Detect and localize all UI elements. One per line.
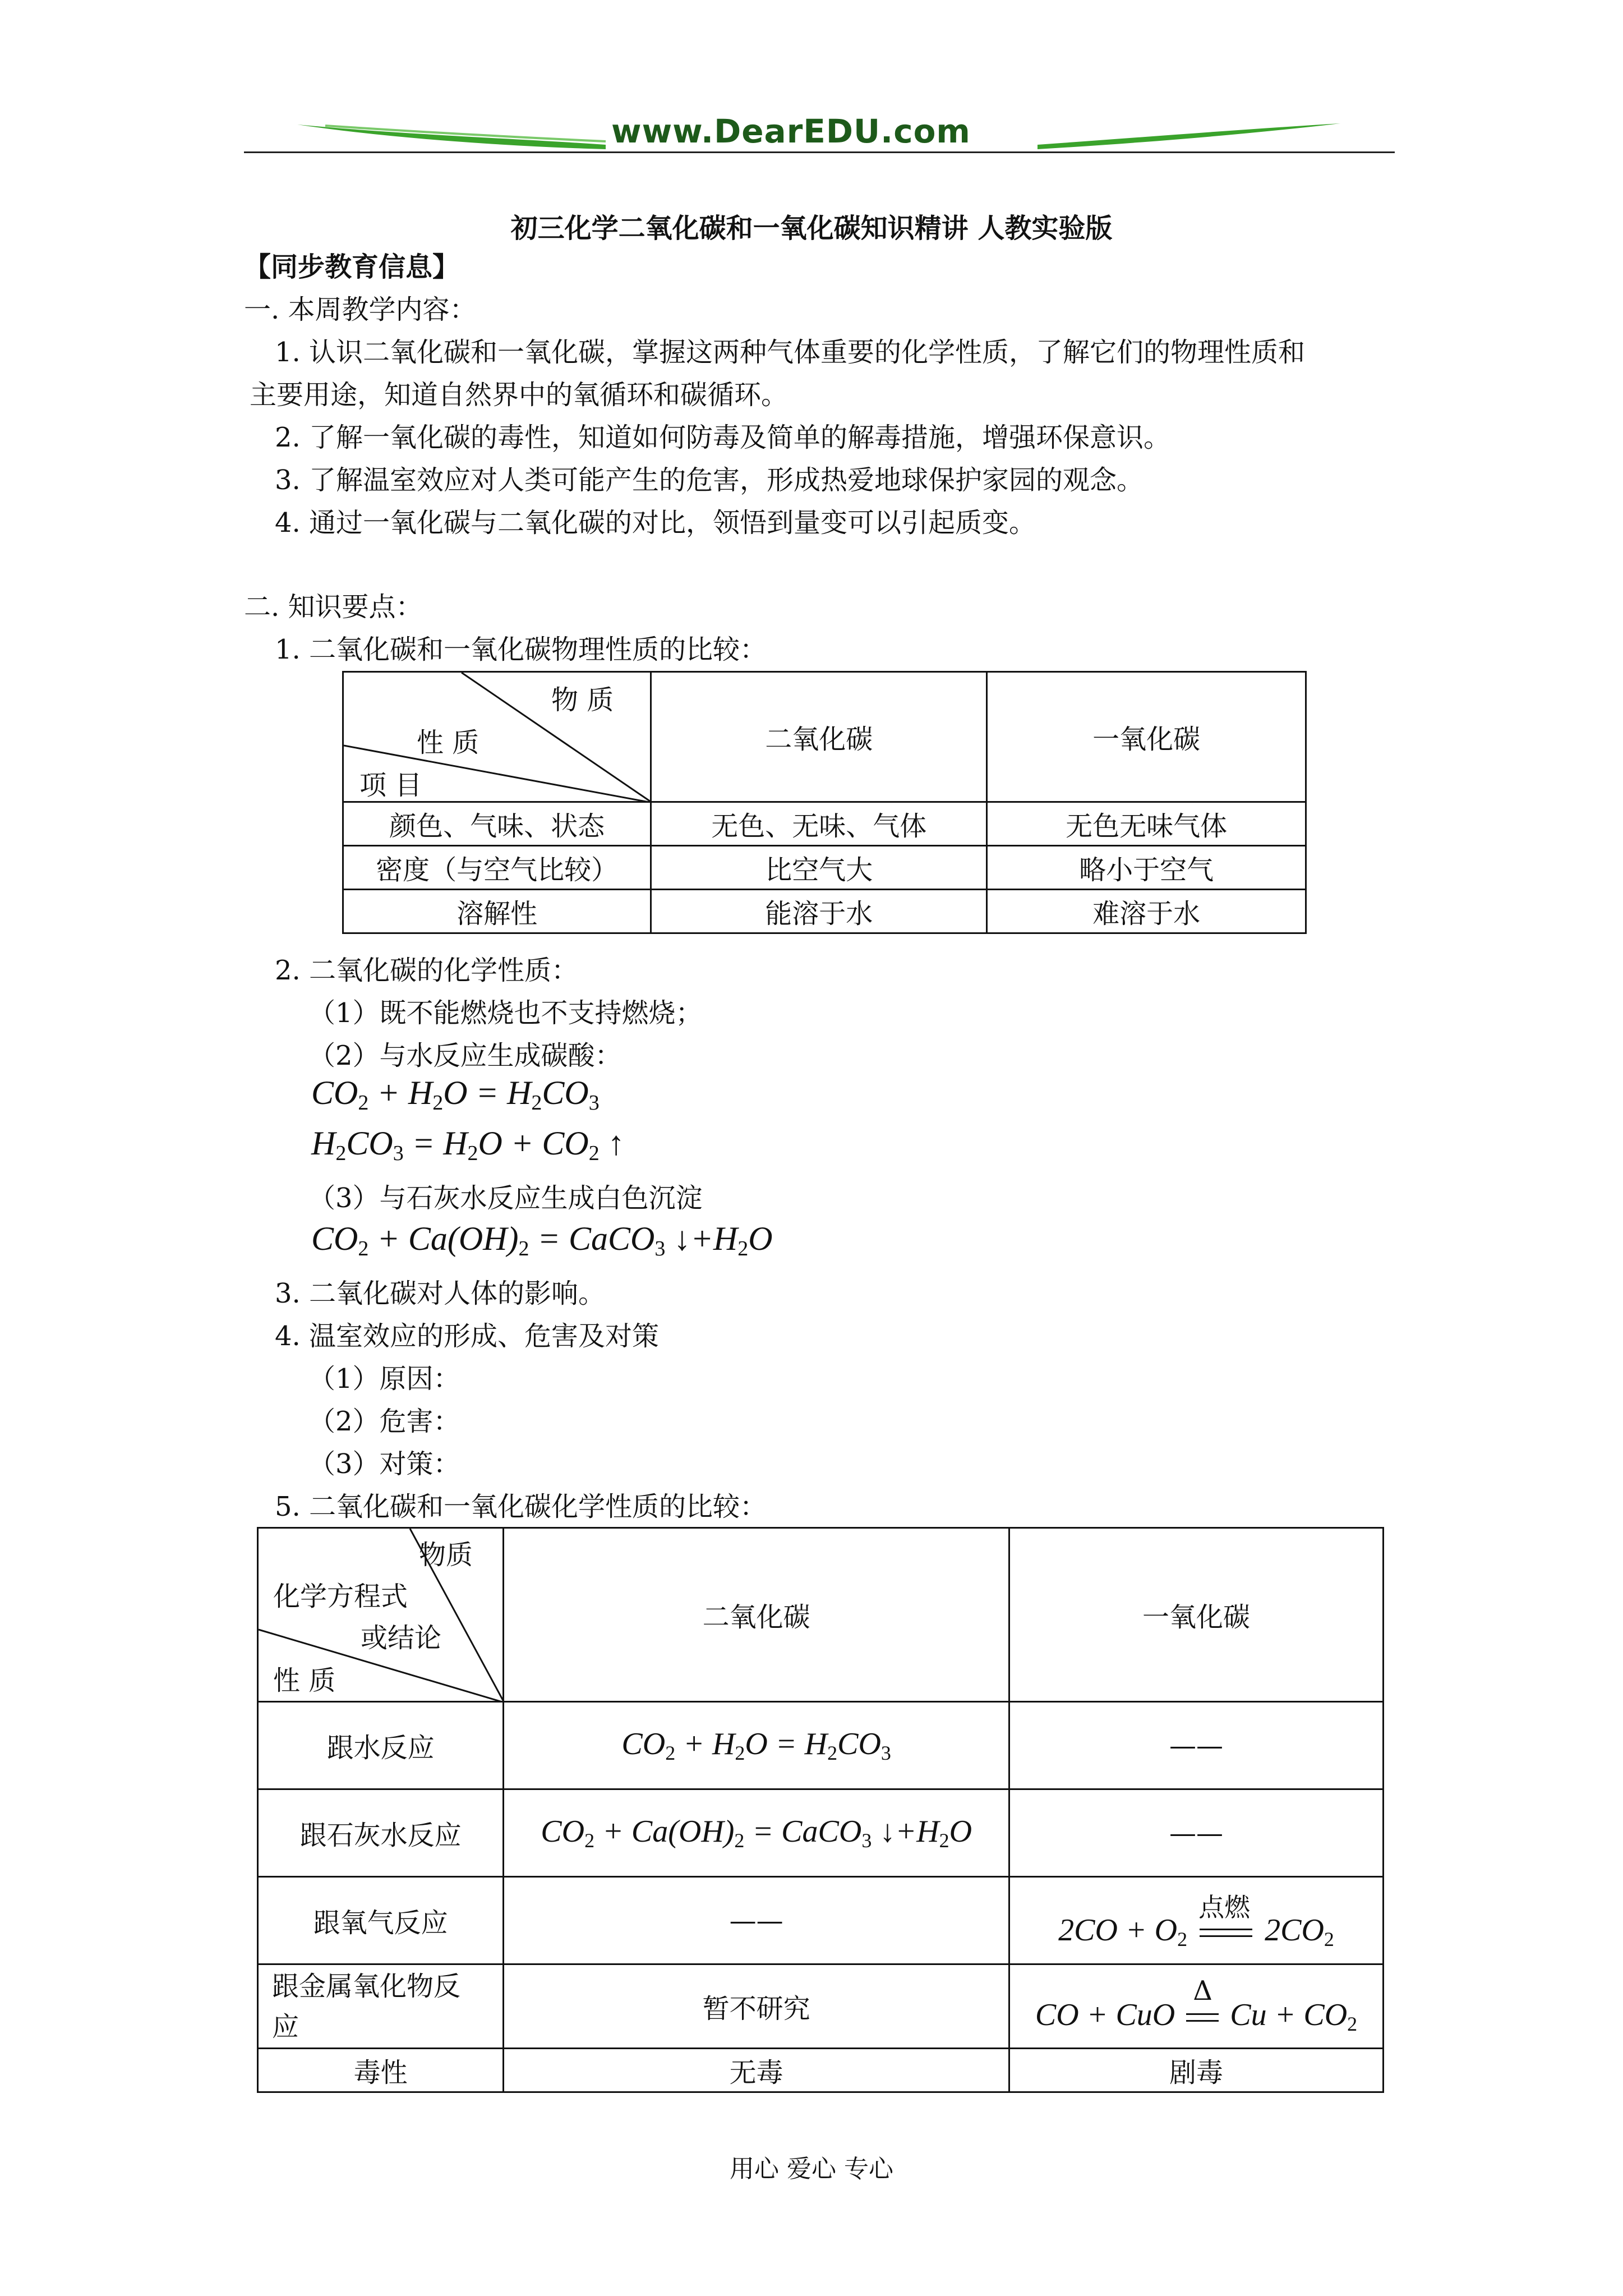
table1-corner-top: 物 质 — [551, 684, 614, 716]
precipitate-arrow-down-icon: ↓ — [879, 1814, 896, 1849]
table2-row-label — [258, 1964, 504, 2049]
table1-row-label: 密度（与空气比较） — [343, 846, 651, 890]
table2-cell: —— — [1009, 1702, 1384, 1789]
knowledge-2: 2. 二氧化碳的化学性质： — [275, 955, 579, 986]
table2-cell: 剧毒 — [1009, 2049, 1384, 2092]
knowledge-4-item-1: （1）原因： — [308, 1363, 460, 1395]
equation-co2-limewater: $CO_2 + Ca(OH)_2$ = CaCO$_3$ $↓+H_2O$ — [311, 1220, 773, 1260]
objective-2: 2. 了解一氧化碳的毒性，知道如何防毒及简单的解毒措施，增强环保意识。 — [275, 422, 1171, 453]
table1-cell: 无色、无味、气体 — [651, 802, 987, 846]
table2-cell-equation: $2CO + O_2$ 点燃 $2CO_2$ — [1009, 1877, 1384, 1964]
physical-properties-table — [342, 671, 1307, 934]
table1-cell: 能溶于水 — [651, 890, 987, 933]
gas-arrow-up-icon: ↑ — [607, 1125, 625, 1162]
table2-cell-equation: $CO_2 + H_2O = H_2CO_3$ — [504, 1702, 1009, 1789]
objective-1-line1: 1. 认识二氧化碳和一氧化碳，掌握这两种气体重要的化学性质，了解它们的物理性质和 — [275, 337, 1306, 368]
knowledge-5: 5. 二氧化碳和一氧化碳化学性质的比较： — [275, 1491, 767, 1522]
table2-cell-equation: $CO_2 + Ca(OH)_2$ = CaCO$_3$ $↓+H_2O$ — [504, 1789, 1009, 1877]
table1-row-label: 颜色、气味、状态 — [343, 802, 651, 846]
knowledge-2-item-1: （1）既不能燃烧也不支持燃烧； — [308, 997, 703, 1029]
table2-col-co: 一氧化碳 — [1009, 1528, 1384, 1702]
table2-row-label: 跟氧气反应 — [258, 1877, 504, 1964]
table2-cell: 暂不研究 — [504, 1964, 1009, 2049]
table2-corner-mid1: 化学方程式 — [273, 1581, 408, 1612]
page-footer: 用心 爱心 专心 — [730, 2155, 893, 2183]
precipitate-arrow-down-icon: ↓ — [674, 1220, 691, 1257]
table1-cell: 无色无味气体 — [987, 802, 1306, 846]
knowledge-1: 1. 二氧化碳和一氧化碳物理性质的比较： — [275, 634, 767, 665]
chemical-properties-table — [257, 1527, 1384, 2093]
table1-col-co2: 二氧化碳 — [651, 672, 987, 802]
table2-corner-mid2: 或结论 — [361, 1622, 442, 1654]
knowledge-4-item-3: （3）对策： — [308, 1448, 460, 1480]
table2-row-label: 跟石灰水反应 — [258, 1789, 504, 1877]
knowledge-4-item-2: （2）危害： — [308, 1406, 460, 1437]
knowledge-4: 4. 温室效应的形成、危害及对策 — [275, 1320, 660, 1352]
table1-cell: 比空气大 — [651, 846, 987, 890]
part2-heading: 二. 知识要点： — [244, 591, 423, 623]
logo-text: www.DearEDU.com — [611, 112, 971, 150]
table2-row-label-line1: 跟金属氧化物反 — [272, 1970, 461, 2002]
reaction-condition-arrow — [1195, 1892, 1257, 1944]
table1-cell: 略小于空气 — [987, 846, 1306, 890]
knowledge-2-item-2: （2）与水反应生成碳酸： — [308, 1040, 622, 1071]
knowledge-2-item-3: （3）与石灰水反应生成白色沉淀 — [308, 1182, 703, 1214]
header-divider — [244, 151, 1395, 153]
part1-heading: 一. 本周教学内容： — [244, 294, 477, 325]
table2-cell: 无毒 — [504, 2049, 1009, 2092]
table2-row-label-line2: 应 — [272, 2010, 299, 2042]
table2-corner-cell — [258, 1528, 504, 1702]
equation-co2-water: $CO_2 + H_2O = H_2CO_3$ — [311, 1074, 600, 1115]
section-heading: 【同步教育信息】 — [244, 251, 460, 283]
table1-row-label: 溶解性 — [343, 890, 651, 933]
table1-cell: 难溶于水 — [987, 890, 1306, 933]
table2-corner-bottom: 性 质 — [273, 1665, 336, 1696]
table1-col-co: 一氧化碳 — [987, 672, 1306, 802]
table2-row-label: 跟水反应 — [258, 1702, 504, 1789]
equation-carbonic-decompose: $H_2CO_3 = H_2O + CO_2$ ↑ — [311, 1125, 625, 1165]
objective-4: 4. 通过一氧化碳与二氧化碳的对比，领悟到量变可以引起质变。 — [275, 507, 1036, 539]
reaction-condition-arrow — [1183, 1975, 1222, 2029]
table2-row-label: 毒性 — [258, 2049, 504, 2092]
page-title: 初三化学二氧化碳和一氧化碳知识精讲 人教实验版 — [510, 213, 1113, 244]
table2-corner-top: 物质 — [419, 1539, 473, 1571]
condition-ignite: 点燃 — [1198, 1892, 1251, 1923]
table2-cell: —— — [504, 1877, 1009, 1964]
condition-heat: Δ — [1193, 1975, 1212, 2007]
table1-corner-mid: 性 质 — [417, 727, 479, 758]
table2-cell-equation: CO + CuO Δ $Cu + CO_2$ — [1009, 1964, 1384, 2049]
table2-col-co2: 二氧化碳 — [504, 1528, 1009, 1702]
objective-3: 3. 了解温室效应对人类可能产生的危害，形成热爱地球保护家园的观念。 — [275, 464, 1144, 496]
knowledge-3: 3. 二氧化碳对人体的影响。 — [275, 1278, 606, 1309]
table2-cell: —— — [1009, 1789, 1384, 1877]
table1-corner-bottom: 项 目 — [359, 770, 422, 801]
objective-1-line2: 主要用途，知道自然界中的氧循环和碳循环。 — [250, 379, 789, 411]
table1-corner-cell — [343, 672, 651, 802]
